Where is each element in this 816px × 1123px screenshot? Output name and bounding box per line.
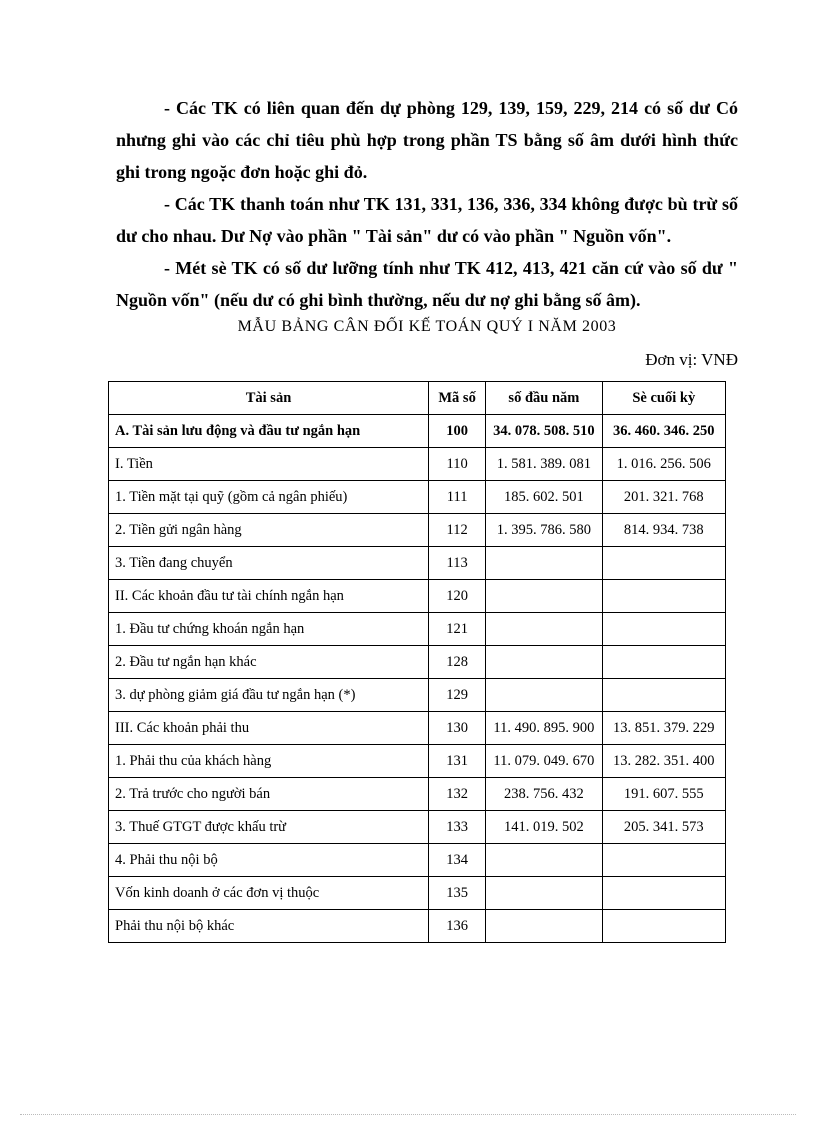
row-asset-name: 3. Tiền đang chuyển — [109, 547, 429, 580]
table-row — [109, 910, 726, 943]
row-code: 100 — [429, 415, 486, 448]
row-end-value — [602, 646, 725, 679]
page-bottom-rule — [20, 1114, 796, 1115]
row-asset-name: 1. Đầu tư chứng khoán ngắn hạn — [109, 613, 429, 646]
row-end-value: 201. 321. 768 — [602, 481, 725, 514]
table-row — [109, 844, 726, 877]
header-end-of-period: Sè cuối kỳ — [602, 382, 725, 415]
row-end-value: 1. 016. 256. 506 — [602, 448, 725, 481]
row-end-value: 36. 460. 346. 250 — [602, 415, 725, 448]
row-asset-name: 2. Đầu tư ngắn hạn khác — [109, 646, 429, 679]
row-asset-name: Phải thu nội bộ khác — [109, 910, 429, 943]
row-asset-name: Vốn kinh doanh ở các đơn vị thuộc — [109, 877, 429, 910]
balance-sheet-table — [108, 381, 726, 943]
table-row — [109, 778, 726, 811]
row-start-value — [486, 613, 602, 646]
row-code: 120 — [429, 580, 486, 613]
row-asset-name: III. Các khoản phải thu — [109, 712, 429, 745]
row-end-value — [602, 547, 725, 580]
paragraph-provisions — [116, 92, 738, 188]
row-end-value — [602, 679, 725, 712]
table-row — [109, 547, 726, 580]
table-body — [109, 415, 726, 943]
paragraph-dual-balance — [116, 252, 738, 316]
row-asset-name: I. Tiền — [109, 448, 429, 481]
table-row — [109, 877, 726, 910]
table-row — [109, 613, 726, 646]
row-end-value — [602, 613, 725, 646]
row-start-value — [486, 646, 602, 679]
row-end-value — [602, 580, 725, 613]
row-code: 133 — [429, 811, 486, 844]
row-start-value: 34. 078. 508. 510 — [486, 415, 602, 448]
row-asset-name: 3. dự phòng giảm giá đầu tư ngắn hạn (*) — [109, 679, 429, 712]
table-row — [109, 646, 726, 679]
row-code: 132 — [429, 778, 486, 811]
row-start-value: 238. 756. 432 — [486, 778, 602, 811]
paragraph-text: - Các TK thanh toán như TK 131, 331, 136, 336, 334 không được bù trừ số dư cho nhau. Dư Nợ vào phần " Tài sản" dư có vào phần " Nguồn vốn". — [116, 194, 738, 246]
row-code: 135 — [429, 877, 486, 910]
row-code: 110 — [429, 448, 486, 481]
table-row — [109, 679, 726, 712]
row-start-value — [486, 547, 602, 580]
table-row — [109, 745, 726, 778]
row-start-value: 11. 490. 895. 900 — [486, 712, 602, 745]
row-start-value: 11. 079. 049. 670 — [486, 745, 602, 778]
row-code: 121 — [429, 613, 486, 646]
row-code: 136 — [429, 910, 486, 943]
table-row — [109, 811, 726, 844]
paragraph-payment-accounts — [116, 188, 738, 252]
row-end-value: 13. 282. 351. 400 — [602, 745, 725, 778]
table-caption: MẪU BẢNG CÂN ĐỐI KẾ TOÁN QUÝ I NĂM 2003 — [237, 318, 617, 335]
row-code: 112 — [429, 514, 486, 547]
row-code: 128 — [429, 646, 486, 679]
row-code: 130 — [429, 712, 486, 745]
row-start-value — [486, 877, 602, 910]
table-row — [109, 514, 726, 547]
row-asset-name: A. Tài sản lưu động và đầu tư ngắn hạn — [109, 415, 429, 448]
row-asset-name: 2. Trả trước cho người bán — [109, 778, 429, 811]
table-row — [109, 580, 726, 613]
row-end-value: 814. 934. 738 — [602, 514, 725, 547]
row-start-value: 141. 019. 502 — [486, 811, 602, 844]
row-code: 129 — [429, 679, 486, 712]
header-assets: Tài sản — [109, 382, 429, 415]
table-row — [109, 448, 726, 481]
row-asset-name: 2. Tiền gửi ngân hàng — [109, 514, 429, 547]
row-end-value: 13. 851. 379. 229 — [602, 712, 725, 745]
row-asset-name: II. Các khoản đầu tư tài chính ngắn hạn — [109, 580, 429, 613]
paragraph-text: - Các TK có liên quan đến dự phòng 129, 139, 159, 229, 214 có số dư Có nhưng ghi vào các chỉ tiêu phù hợp trong phần TS bằng số âm dưới hình thức ghi trong ngoặc đơn hoặc ghi đỏ. — [116, 98, 738, 182]
row-start-value: 1. 581. 389. 081 — [486, 448, 602, 481]
row-start-value — [486, 679, 602, 712]
row-end-value: 191. 607. 555 — [602, 778, 725, 811]
table-row — [109, 712, 726, 745]
row-asset-name: 4. Phải thu nội bộ — [109, 844, 429, 877]
row-start-value — [486, 844, 602, 877]
header-start-of-year: số đầu năm — [486, 382, 602, 415]
table-row — [109, 415, 726, 448]
header-code: Mã số — [429, 382, 486, 415]
row-start-value: 1. 395. 786. 580 — [486, 514, 602, 547]
row-code: 111 — [429, 481, 486, 514]
row-end-value — [602, 844, 725, 877]
row-start-value — [486, 580, 602, 613]
row-code: 134 — [429, 844, 486, 877]
row-asset-name: 3. Thuế GTGT được khấu trừ — [109, 811, 429, 844]
table-header-row — [109, 382, 726, 415]
row-code: 113 — [429, 547, 486, 580]
row-end-value: 205. 341. 573 — [602, 811, 725, 844]
row-end-value — [602, 877, 725, 910]
row-asset-name: 1. Tiền mặt tại quỹ (gồm cả ngân phiếu) — [109, 481, 429, 514]
row-start-value — [486, 910, 602, 943]
table-row — [109, 481, 726, 514]
currency-unit: Đơn vị: VNĐ — [645, 350, 738, 369]
row-code: 131 — [429, 745, 486, 778]
row-asset-name: 1. Phải thu của khách hàng — [109, 745, 429, 778]
paragraph-text: - Mét sè TK có số dư lưỡng tính như TK 412, 413, 421 căn cứ vào số dư " Nguồn vốn" (nếu dư có ghi bình thường, nếu dư nợ ghi bằng số âm). — [116, 258, 738, 310]
row-start-value: 185. 602. 501 — [486, 481, 602, 514]
row-end-value — [602, 910, 725, 943]
